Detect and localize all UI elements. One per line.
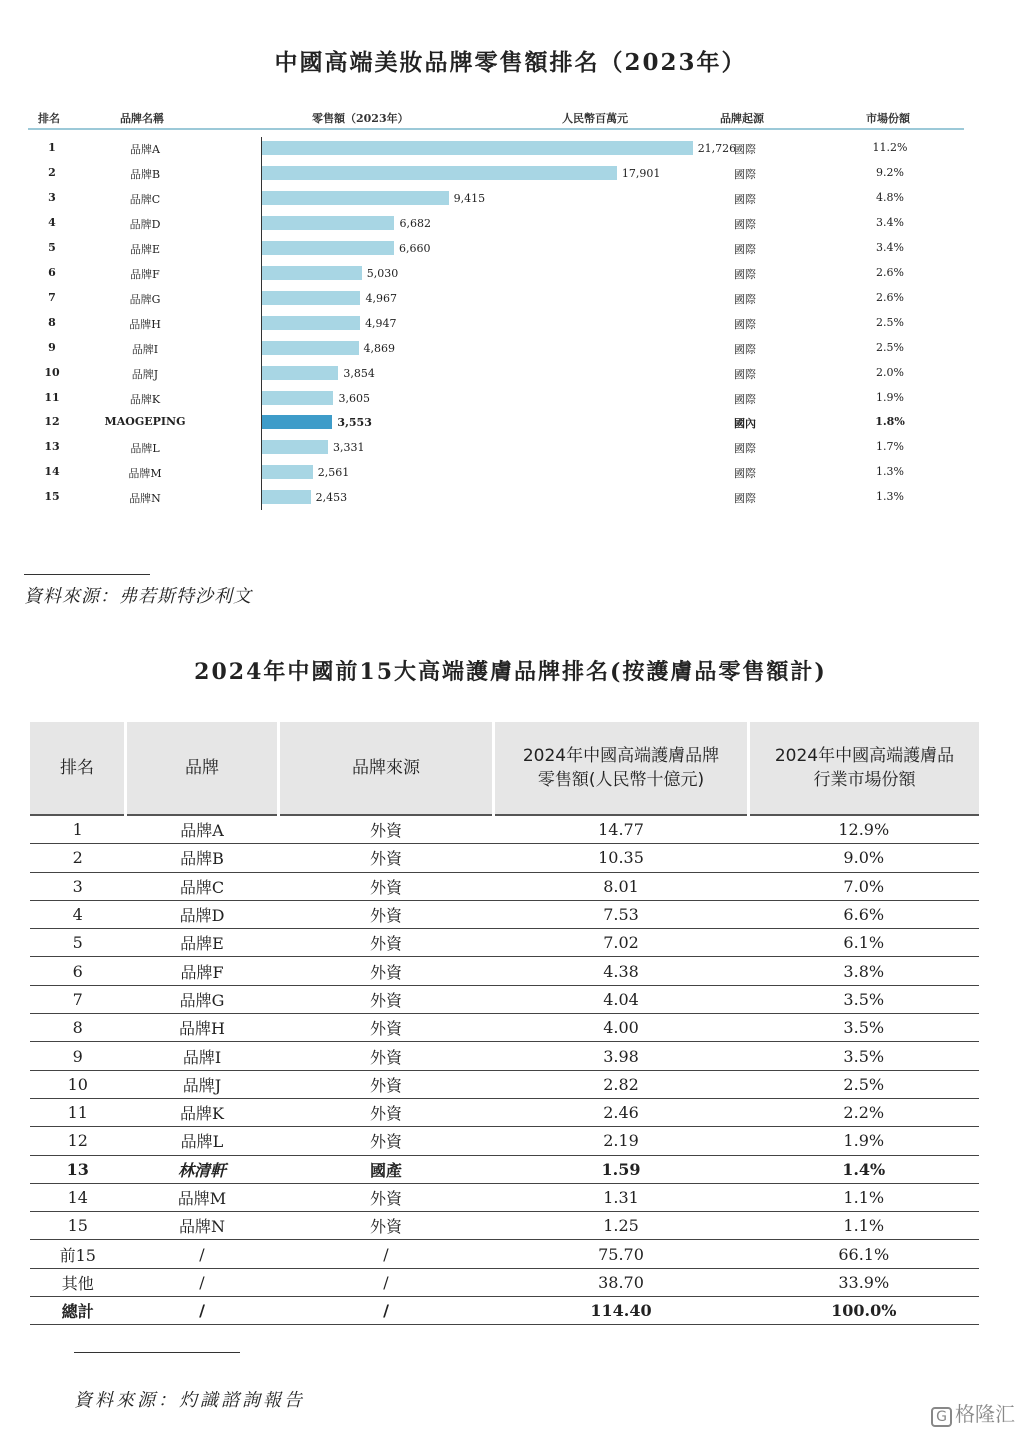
chart-value-label: 4,947 <box>365 316 397 330</box>
source-rule-1 <box>24 574 150 575</box>
chart-rank: 1 <box>48 141 56 154</box>
chart-bar <box>262 166 617 180</box>
table-source: 資料來源：灼識諮詢報告 <box>74 1390 305 1411</box>
th-origin: 品牌來源 <box>279 722 494 815</box>
chart-brand: MAOGEPING <box>104 415 186 429</box>
cell-brand: 品牌H <box>126 1014 279 1042</box>
cell-origin: / <box>279 1240 494 1268</box>
cell-origin: 外資 <box>279 985 494 1013</box>
table-row <box>30 815 979 844</box>
cell-origin: 外資 <box>279 1212 494 1240</box>
chart-share: 2.0% <box>876 365 904 379</box>
th-sales-line2: 零售額(人民幣十億元) <box>537 770 705 790</box>
cell-brand: 品牌N <box>126 1212 279 1240</box>
cell-origin: / <box>279 1297 494 1325</box>
th-share-line2: 行業市場份額 <box>813 770 916 790</box>
cell-rank: 14 <box>30 1183 126 1211</box>
cell-origin: / <box>279 1268 494 1296</box>
chart-brand: 品牌A <box>130 143 160 156</box>
cell-origin: 外資 <box>279 1098 494 1126</box>
chart-rank: 12 <box>44 415 60 429</box>
chart-share: 1.3% <box>876 490 904 504</box>
chart-origin: 國際 <box>734 143 756 156</box>
cell-rank: 11 <box>30 1098 126 1126</box>
cell-rank: 15 <box>30 1212 126 1240</box>
cell-origin: 外資 <box>279 929 494 957</box>
table-row <box>30 1098 979 1126</box>
watermark-text: 格隆汇 <box>955 1402 1015 1426</box>
cell-rank: 3 <box>30 872 126 900</box>
chart-value-label: 3,331 <box>333 441 365 455</box>
chart-share: 2.5% <box>876 315 904 329</box>
table-title: 2024年中國前15大高端護膚品牌排名(按護膚品零售額計) <box>194 659 827 685</box>
chart-rank: 5 <box>48 240 56 254</box>
cell-sales: 3.98 <box>494 1042 749 1070</box>
chart-rank: 2 <box>48 165 56 179</box>
chart-value-label: 5,030 <box>366 266 399 280</box>
cell-rank: 前15 <box>30 1240 126 1268</box>
cell-sales: 2.46 <box>494 1098 749 1126</box>
cell-rank: 7 <box>30 985 126 1013</box>
cell-rank: 總計 <box>30 1297 126 1325</box>
cell-brand: / <box>126 1240 279 1268</box>
cell-brand: 品牌F <box>126 957 279 985</box>
cell-share: 1.4% <box>749 1155 980 1183</box>
cell-rank: 6 <box>30 957 126 985</box>
cell-rank: 2 <box>30 844 126 872</box>
cell-share: 100.0% <box>749 1297 980 1325</box>
cell-share: 3.5% <box>749 1014 980 1042</box>
chart-origin: 國際 <box>734 292 756 306</box>
chart-value-label: 3,854 <box>343 366 375 380</box>
chart-origin: 國際 <box>734 217 756 231</box>
chart-origin: 國際 <box>734 242 756 256</box>
cell-brand: / <box>126 1297 279 1325</box>
cell-share: 1.1% <box>749 1212 980 1240</box>
chart-value-label: 6,682 <box>399 216 431 230</box>
chart-rank: 15 <box>44 490 60 504</box>
watermark <box>931 1398 1015 1427</box>
chart-rank: 6 <box>48 265 56 279</box>
cell-sales: 7.53 <box>494 900 749 928</box>
table-row <box>30 872 979 900</box>
col-header-origin: 品牌起源 <box>720 112 764 125</box>
chart-rank: 4 <box>48 215 56 229</box>
cell-rank: 13 <box>30 1155 126 1183</box>
col-header-rank: 排名 <box>38 112 60 125</box>
chart-value-label: 21,726 <box>697 142 737 155</box>
chart-brand: 品牌M <box>128 467 162 481</box>
th-sales-line1: 2024年中國高端護膚品牌 <box>522 746 720 766</box>
table-row <box>30 1183 979 1211</box>
cell-brand: 品牌K <box>126 1098 279 1126</box>
chart-value-label: 6,660 <box>399 241 431 255</box>
cell-sales: 10.35 <box>494 844 749 872</box>
col-header-unit: 人民幣百萬元 <box>562 112 628 125</box>
cell-brand: 品牌M <box>126 1183 279 1211</box>
chart-value-label: 4,967 <box>365 291 397 305</box>
chart-rank: 11 <box>44 390 60 404</box>
cell-share: 7.0% <box>749 872 980 900</box>
cell-rank: 其他 <box>30 1268 126 1296</box>
cell-sales: 7.02 <box>494 929 749 957</box>
cell-rank: 8 <box>30 1014 126 1042</box>
chart-bar <box>262 415 332 429</box>
chart-value-label: 2,561 <box>317 466 350 480</box>
cell-rank: 1 <box>30 815 126 844</box>
chart-rank: 7 <box>48 290 56 304</box>
cell-brand: 品牌E <box>126 929 279 957</box>
chart-bar <box>262 440 328 454</box>
chart-rank: 14 <box>44 465 60 479</box>
cell-origin: 外資 <box>279 1042 494 1070</box>
cell-origin: 外資 <box>279 900 494 928</box>
cell-share: 1.9% <box>749 1127 980 1155</box>
cell-share: 6.1% <box>749 929 980 957</box>
chart-value-label: 3,605 <box>338 391 370 405</box>
cell-origin: 外資 <box>279 872 494 900</box>
chart-origin: 國際 <box>734 192 756 206</box>
cell-share: 66.1% <box>749 1240 980 1268</box>
cell-share: 2.5% <box>749 1070 980 1098</box>
table-row <box>30 1240 979 1268</box>
chart-origin: 國際 <box>734 442 756 456</box>
chart-rank: 13 <box>44 440 60 454</box>
chart-bar <box>262 241 394 255</box>
cell-brand: 品牌B <box>126 844 279 872</box>
chart-origin: 國際 <box>734 317 756 331</box>
chart-share: 1.8% <box>875 415 905 429</box>
chart-share: 11.2% <box>872 141 908 154</box>
table-row <box>30 900 979 928</box>
cell-sales: 4.04 <box>494 985 749 1013</box>
chart-share: 9.2% <box>876 165 904 179</box>
chart-bar <box>262 316 360 330</box>
table-row <box>30 985 979 1013</box>
chart-share: 1.3% <box>876 465 904 479</box>
cell-brand: 品牌G <box>126 985 279 1013</box>
cell-share: 12.9% <box>749 815 980 844</box>
ranking-table <box>30 722 979 1325</box>
cell-origin: 外資 <box>279 1127 494 1155</box>
cell-sales: 1.25 <box>494 1212 749 1240</box>
cell-share: 9.0% <box>749 844 980 872</box>
chart-brand: 品牌H <box>129 317 161 331</box>
chart-value-label: 3,553 <box>337 416 372 430</box>
chart-brand: 品牌F <box>130 267 160 281</box>
cell-sales: 1.59 <box>494 1155 749 1183</box>
chart-bar <box>262 141 693 155</box>
cell-share: 3.5% <box>749 985 980 1013</box>
chart-bar <box>262 216 394 230</box>
chart-brand: 品牌E <box>129 242 161 256</box>
cell-rank: 5 <box>30 929 126 957</box>
table-row <box>30 1155 979 1183</box>
col-header-brand: 品牌名稱 <box>120 112 164 125</box>
cell-sales: 8.01 <box>494 872 749 900</box>
cell-rank: 12 <box>30 1127 126 1155</box>
chart-bar <box>262 366 338 380</box>
cell-sales: 14.77 <box>494 815 749 844</box>
cell-brand: 品牌L <box>126 1127 279 1155</box>
chart-share: 3.4% <box>876 215 904 229</box>
table-body <box>30 815 979 1325</box>
chart-origin: 國內 <box>734 417 756 431</box>
chart-origin: 國際 <box>734 392 756 406</box>
chart-bar <box>262 291 360 305</box>
chart-bar <box>262 341 359 355</box>
cell-sales: 38.70 <box>494 1268 749 1296</box>
chart-bar <box>262 465 313 479</box>
cell-sales: 1.31 <box>494 1183 749 1211</box>
source-rule-2 <box>74 1352 240 1353</box>
chart-share: 2.5% <box>876 340 904 354</box>
cell-brand: 品牌D <box>126 900 279 928</box>
chart-origin: 國際 <box>734 467 756 481</box>
table-row <box>30 929 979 957</box>
cell-rank: 10 <box>30 1070 126 1098</box>
chart-brand: 品牌I <box>131 342 159 356</box>
cell-sales: 114.40 <box>494 1297 749 1325</box>
chart-origin: 國際 <box>734 367 756 381</box>
col-header-share: 市場份額 <box>866 112 910 125</box>
table-row <box>30 1268 979 1296</box>
cell-share: 33.9% <box>749 1268 980 1296</box>
cell-share: 1.1% <box>749 1183 980 1211</box>
table-row <box>30 1014 979 1042</box>
table-row <box>30 844 979 872</box>
chart-brand: 品牌G <box>129 292 161 306</box>
cell-sales: 75.70 <box>494 1240 749 1268</box>
table-row <box>30 1212 979 1240</box>
col-header-sales: 零售額（2023年） <box>312 112 409 125</box>
cell-origin: 外資 <box>279 1183 494 1211</box>
chart-brand: 品牌C <box>129 192 161 206</box>
chart-share: 1.7% <box>876 440 904 454</box>
cell-share: 6.6% <box>749 900 980 928</box>
cell-share: 2.2% <box>749 1098 980 1126</box>
chart-origin: 國際 <box>734 492 756 506</box>
cell-brand: 品牌C <box>126 872 279 900</box>
chart-bar <box>262 391 333 405</box>
chart-value-label: 17,901 <box>621 166 661 180</box>
chart-origin: 國際 <box>734 342 756 356</box>
chart-share: 4.8% <box>876 190 904 204</box>
cell-origin: 外資 <box>279 957 494 985</box>
chart-bar <box>262 490 311 504</box>
cell-brand: 品牌J <box>126 1070 279 1098</box>
table-row <box>30 1042 979 1070</box>
cell-sales: 4.38 <box>494 957 749 985</box>
chart-title: 中國高端美妝品牌零售額排名（2023年） <box>274 49 747 76</box>
chart-bar <box>262 266 362 280</box>
cell-brand: / <box>126 1268 279 1296</box>
cell-origin: 外資 <box>279 815 494 844</box>
cell-sales: 4.00 <box>494 1014 749 1042</box>
cell-origin: 外資 <box>279 844 494 872</box>
chart-rank: 10 <box>44 365 60 379</box>
table-row <box>30 1127 979 1155</box>
watermark-logo-icon: G <box>931 1407 952 1427</box>
chart-value-label: 9,415 <box>453 191 486 205</box>
chart-brand: 品牌J <box>131 367 159 381</box>
cell-sales: 2.82 <box>494 1070 749 1098</box>
table-row <box>30 1070 979 1098</box>
chart-origin: 國際 <box>734 167 756 181</box>
chart-value-label: 2,453 <box>315 491 348 505</box>
chart-rank: 8 <box>48 315 56 329</box>
header-rule <box>28 128 964 130</box>
cell-origin: 國產 <box>279 1155 494 1183</box>
chart-brand: 品牌D <box>129 217 161 231</box>
chart-source: 資料來源：弗若斯特沙利文 <box>24 586 252 607</box>
chart-rank: 9 <box>48 340 56 354</box>
chart-value-label: 4,869 <box>363 341 396 355</box>
cell-share: 3.8% <box>749 957 980 985</box>
chart-brand: 品牌B <box>129 167 161 181</box>
cell-origin: 外資 <box>279 1014 494 1042</box>
th-brand: 品牌 <box>126 722 279 815</box>
chart-rank: 3 <box>48 190 56 204</box>
chart-brand: 品牌K <box>129 392 161 406</box>
cell-brand: 品牌I <box>126 1042 279 1070</box>
chart-share: 2.6% <box>876 265 904 279</box>
th-share <box>749 722 980 815</box>
table-row <box>30 1297 979 1325</box>
chart-share: 2.6% <box>876 290 904 304</box>
th-sales <box>494 722 749 815</box>
cell-rank: 9 <box>30 1042 126 1070</box>
th-share-line1: 2024年中國高端護膚品 <box>774 746 955 766</box>
chart-origin: 國際 <box>734 267 756 281</box>
chart-brand: 品牌N <box>129 492 161 506</box>
chart-share: 1.9% <box>876 390 904 404</box>
cell-origin: 外資 <box>279 1070 494 1098</box>
cell-brand: 品牌A <box>126 815 279 844</box>
table-row <box>30 957 979 985</box>
cell-share: 3.5% <box>749 1042 980 1070</box>
cell-sales: 2.19 <box>494 1127 749 1155</box>
th-rank: 排名 <box>30 722 126 815</box>
chart-brand: 品牌L <box>130 442 160 456</box>
chart-bar <box>262 191 449 205</box>
cell-brand: 林清軒 <box>126 1155 279 1183</box>
cell-rank: 4 <box>30 900 126 928</box>
chart-share: 3.4% <box>876 240 904 254</box>
